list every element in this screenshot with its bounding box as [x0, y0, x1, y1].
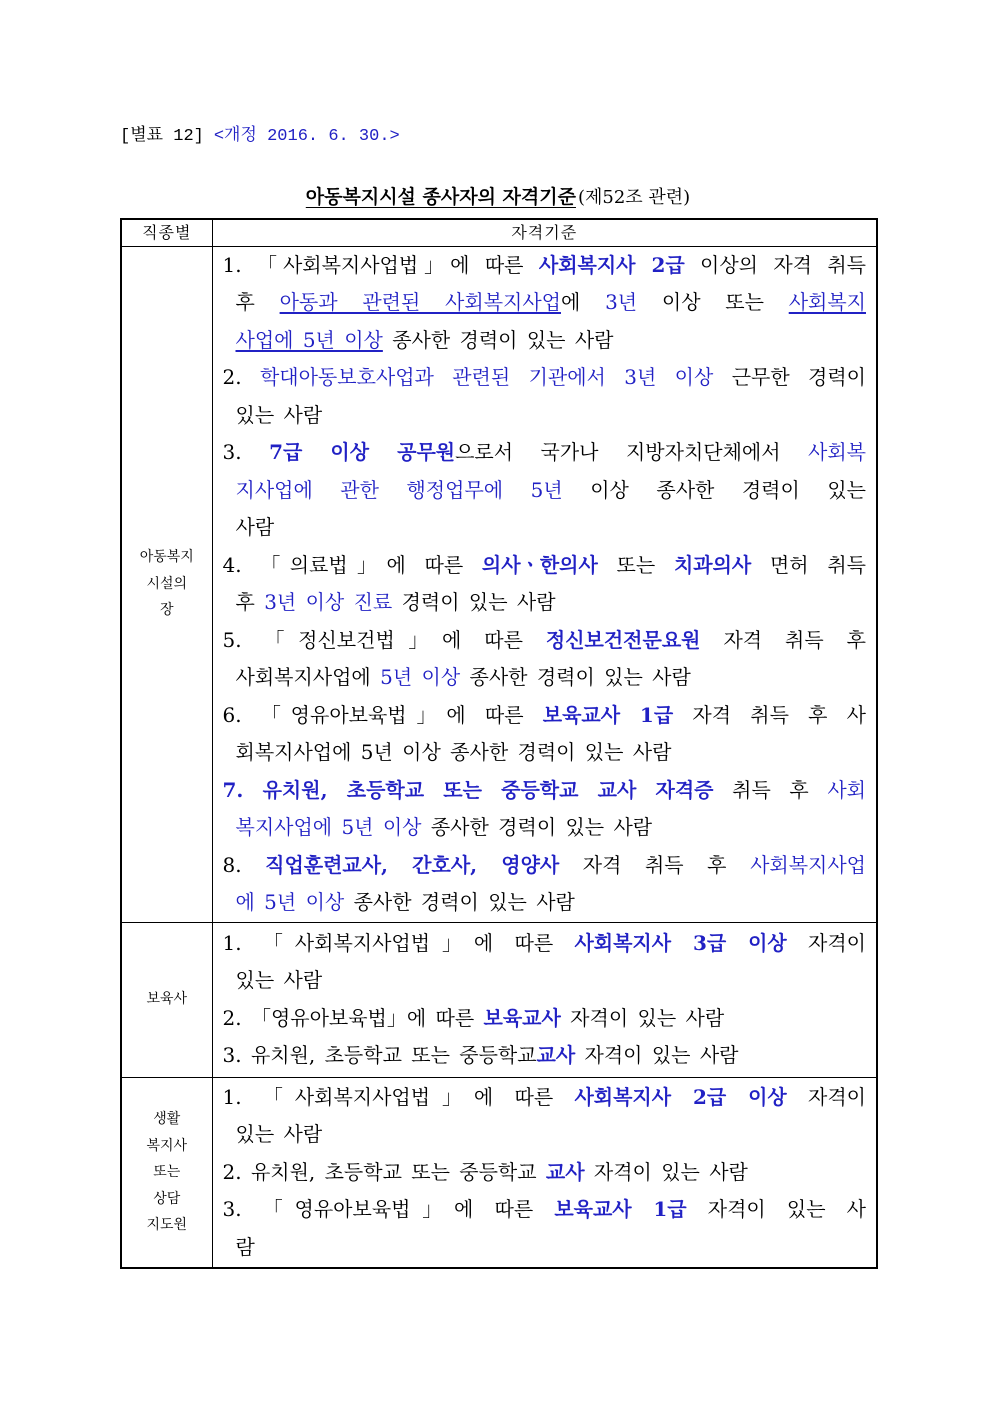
criteria-text: 2. 「영유아보육법」에 따른 [222, 1005, 484, 1030]
criteria-line [223, 1079, 867, 1117]
criteria-line [223, 925, 867, 963]
criteria-text: 3년 이상 진료 [264, 590, 393, 614]
annex-header [120, 125, 400, 149]
criteria-line [223, 809, 867, 847]
criteria-line [223, 1116, 867, 1154]
criteria-text: 종사한 경력이 있는 사람 [344, 890, 575, 914]
criteria-item [223, 622, 867, 697]
criteria-text: 3. [222, 440, 270, 464]
criteria-item [223, 1037, 867, 1075]
criteria-line [223, 1191, 867, 1229]
criteria-text: 사회복지사업 [750, 852, 866, 877]
criteria-text: 에 [560, 290, 606, 314]
criteria-text: 사회복지사 2급 이상 [574, 1084, 787, 1109]
criteria-text: 6. 「영유아보육법」에 따른 [222, 702, 543, 727]
criteria-text: 복지사업에 5년 이상 [235, 815, 422, 839]
table-row [121, 922, 877, 1077]
criteria-line [223, 772, 867, 810]
criteria-line [223, 697, 867, 735]
criteria-line [223, 962, 867, 1000]
annex-number: [별표 12] [120, 127, 204, 146]
criteria-text: 후 [235, 590, 265, 614]
criteria-text: 이상의 자격 취득 [684, 252, 866, 277]
criteria-line [223, 847, 867, 885]
criteria-cell [212, 1077, 877, 1268]
criteria-text: 있는 사람 [235, 1122, 323, 1146]
criteria-text: 람 [235, 1234, 255, 1259]
table-header-row [121, 219, 877, 246]
job-category-label: 또는 [153, 1164, 181, 1180]
criteria-line [223, 1000, 867, 1038]
criteria-text: 아동과 관련된 사회복지사업 [279, 290, 561, 314]
criteria-text: 있는 사람 [235, 968, 323, 992]
criteria-item [223, 247, 867, 360]
criteria-text: 자격이 [786, 930, 866, 955]
criteria-line [223, 584, 867, 622]
criteria-text: 7급 이상 공무원 [269, 440, 456, 464]
criteria-line [223, 284, 867, 322]
criteria-item [223, 925, 867, 1000]
criteria-text: 사업에 5년 이상 [235, 327, 383, 352]
criteria-text: 이상 종사한 경력이 있는 [562, 477, 866, 502]
job-category-label: 시설의 [146, 575, 188, 592]
job-category-label: 상담 [153, 1190, 181, 1207]
criteria-line [223, 359, 867, 397]
criteria-text: 후 [235, 290, 280, 314]
criteria-line [223, 622, 867, 660]
criteria-text: 보육교사 1급 [554, 1197, 687, 1221]
header-qualification-criteria: 자격기준 [212, 219, 877, 246]
criteria-item [223, 1191, 867, 1266]
criteria-text: 사회복 [808, 440, 866, 464]
criteria-item [223, 547, 867, 622]
job-category-label: 아동복지 [139, 549, 194, 566]
criteria-text: 1. 「사회복지사업법」에 따른 [222, 930, 575, 955]
criteria-line [223, 1154, 867, 1192]
criteria-line [223, 472, 867, 510]
header-job-category: 직종별 [121, 219, 212, 246]
criteria-line [223, 659, 867, 697]
table-row [121, 1077, 877, 1268]
criteria-item [223, 1154, 867, 1192]
title-article-reference: (제52조 관련) [577, 187, 691, 208]
criteria-text: 4. 「의료법」에 따른 [222, 552, 482, 577]
criteria-text: 에 5년 이상 [235, 890, 345, 914]
criteria-text: 정신보건전문요원 [545, 627, 701, 652]
criteria-text: 자격이 있는 사람 [584, 1159, 748, 1184]
criteria-text: 1. 「사회복지사업법」에 따른 [222, 252, 539, 277]
criteria-line [223, 1037, 867, 1075]
criteria-text: 자격이 [786, 1084, 866, 1109]
criteria-text: 있는 사람 [235, 402, 323, 427]
criteria-text: 종사한 경력이 있는 사람 [382, 327, 614, 352]
criteria-text: 7. 유치원, 초등학교 또는 중등학교 교사 자격증 [222, 777, 714, 802]
criteria-line [223, 509, 867, 547]
criteria-cell [212, 922, 877, 1077]
job-category-cell [121, 922, 212, 1077]
criteria-text: 자격이 있는 사람 [575, 1043, 739, 1067]
criteria-item [223, 1000, 867, 1038]
criteria-text: 교사 [536, 1043, 576, 1067]
criteria-text: 8. [222, 852, 266, 877]
criteria-text: 이상 또는 [637, 290, 789, 314]
criteria-text: 교사 [545, 1159, 585, 1184]
criteria-text: 사회복지사 2급 [538, 252, 685, 277]
criteria-line [223, 734, 867, 772]
criteria-item [223, 1079, 867, 1154]
criteria-text: 치과의사 [673, 552, 752, 577]
criteria-text: 사회 [827, 777, 866, 802]
criteria-text: 사람 [235, 515, 275, 539]
criteria-text: 자격 취득 후 [700, 627, 866, 652]
criteria-line [223, 884, 867, 922]
criteria-line [223, 322, 867, 360]
criteria-item [223, 697, 867, 772]
job-category-label: 생활 [153, 1111, 181, 1127]
criteria-text: 면허 취득 [751, 552, 866, 577]
criteria-line [223, 1229, 867, 1267]
criteria-cell [212, 246, 877, 922]
criteria-text: 3. 유치원, 초등학교 또는 중등학교 [222, 1043, 537, 1067]
criteria-text: 의사ㆍ한의사 [481, 552, 598, 577]
title-main: 아동복지시설 종사자의 자격기준 [305, 186, 576, 208]
qualification-table [120, 218, 878, 1269]
document-title [120, 184, 876, 211]
criteria-text: 사회복지 [788, 290, 866, 314]
criteria-text: 3년 [605, 290, 638, 314]
criteria-text: 경력이 있는 사람 [392, 590, 556, 614]
criteria-text: 보육교사 [483, 1005, 561, 1030]
criteria-text: 3. 「영유아보육법」에 따른 [222, 1197, 555, 1221]
job-category-label: 복지사 [146, 1137, 188, 1154]
criteria-text: 사회복지사 3급 이상 [574, 930, 787, 955]
criteria-text: 사회복지사업에 [235, 665, 381, 689]
job-category-cell [121, 246, 212, 922]
criteria-text: 2. [222, 365, 260, 389]
criteria-text: 보육교사 1급 [542, 702, 674, 727]
criteria-text: 근무한 경력이 [713, 365, 866, 389]
criteria-item [223, 847, 867, 922]
table-row [121, 246, 877, 922]
revision-date: <개정 2016. 6. 30.> [213, 127, 400, 146]
criteria-text: 종사한 경력이 있는 사람 [421, 815, 653, 839]
job-category-label: 보육사 [146, 991, 188, 1008]
criteria-text: 1. 「사회복지사업법」에 따른 [222, 1084, 575, 1109]
criteria-text: 또는 [597, 552, 674, 577]
criteria-text: 취득 후 [713, 777, 828, 802]
criteria-line [223, 434, 867, 472]
job-category-label: 장 [159, 602, 174, 619]
criteria-line [223, 547, 867, 585]
criteria-item [223, 772, 867, 847]
criteria-text: 으로서 국가나 지방자치단체에서 [455, 440, 809, 464]
criteria-text: 직업훈련교사, 간호사, 영양사 [265, 852, 560, 877]
criteria-text: 학대아동보호사업과 관련된 기관에서 3년 이상 [259, 365, 714, 389]
criteria-line [223, 247, 867, 285]
criteria-text: 자격 취득 후 [559, 852, 751, 877]
job-category-label: 지도원 [146, 1217, 188, 1233]
criteria-text: 자격 취득 후 사 [673, 702, 866, 727]
criteria-text: 자격이 있는 사 [686, 1197, 866, 1221]
criteria-text: 종사한 경력이 있는 사람 [460, 665, 691, 689]
criteria-text: 2. 유치원, 초등학교 또는 중등학교 [222, 1159, 546, 1184]
criteria-text: 지사업에 관한 행정업무에 5년 [235, 477, 563, 502]
criteria-item [223, 434, 867, 547]
criteria-text: 자격이 있는 사람 [560, 1005, 725, 1030]
criteria-text: 5. 「정신보건법」에 따른 [222, 627, 546, 652]
criteria-line [223, 397, 867, 435]
criteria-item [223, 359, 867, 434]
criteria-text: 회복지사업에 5년 이상 종사한 경력이 있는 사람 [235, 740, 672, 764]
criteria-text: 5년 이상 [380, 665, 461, 689]
job-category-cell [121, 1077, 212, 1268]
